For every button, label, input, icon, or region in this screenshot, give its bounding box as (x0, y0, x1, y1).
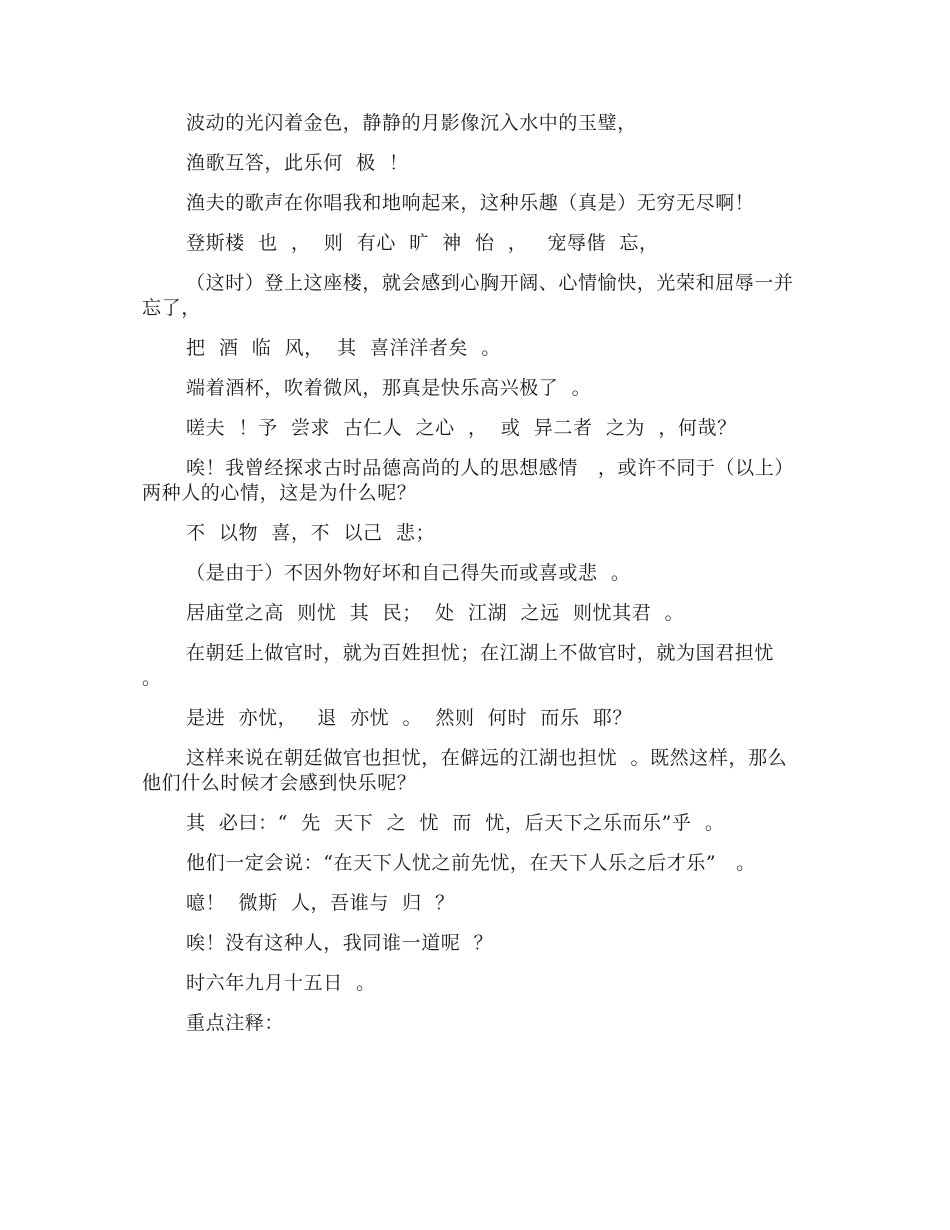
paragraph: 波动的光闪着金色，静静的月影像沉入水中的玉璧， (186, 112, 637, 134)
paragraph: 居庙堂之高 则忧 其 民； 处 江湖 之远 则忧其君 。 (186, 602, 685, 624)
paragraph: （这时）登上这座楼，就会感到心胸开阔、心情愉快，光荣和屈辱一并忘了， (142, 272, 794, 319)
paragraph: 这样来说在朝廷做官也担忧，在僻远的江湖也担忧 。既然这样，那么他们什么时候才会感到快乐呢？ (142, 747, 788, 794)
paragraph: 时六年九月十五日 。 (186, 972, 376, 994)
paragraph: 唉！没有这种人，我同谁一道呢 ？ (186, 932, 494, 954)
paragraph: 把 酒 临 风， 其 喜洋洋者矣 。 (186, 337, 501, 359)
paragraph: 登斯楼 也 ， 则 有心 旷 神 怡 ， 宠辱偕 忘， (186, 232, 659, 254)
paragraph: 唉！我曾经探求古时品德高尚的人的思想感情 ，或许不同于（以上）两种人的心情，这是为什么呢？ (142, 457, 794, 504)
document-body (142, 111, 802, 1051)
paragraph: 其 必曰：“ 先 天下 之 忧 而 忧，后天下之乐而乐”乎 。 (186, 812, 725, 834)
paragraph: 噫！ 微斯 人，吾谁与 归 ？ (186, 892, 455, 914)
paragraph: 不 以物 喜，不 以己 悲； (186, 522, 436, 544)
paragraph: （是由于）不因外物好坏和自己得失而或喜或悲 。 (186, 562, 631, 584)
paragraph: 渔夫的歌声在你唱我和地响起来，这种乐趣（真是）无穷无尽啊！ (186, 192, 755, 214)
paragraph: 他们一定会说：“在天下人忧之前先忧，在天下人乐之后才乐” 。 (186, 852, 756, 874)
paragraph: 嗟夫 ！予 尝求 古仁人 之心 ， 或 异二者 之为 ，何哉？ (186, 417, 737, 439)
paragraph: 在朝廷上做官时，就为百姓担忧；在江湖上不做官时，就为国君担忧 。 (142, 642, 788, 689)
paragraph: 是进 亦忧， 退 亦忧 。 然则 何时 而乐 耶？ (186, 707, 633, 729)
paragraph: 渔歌互答，此乐何 极 ！ (186, 152, 409, 174)
paragraph: 端着酒杯，吹着微风，那真是快乐高兴极了 。 (186, 377, 592, 399)
section-heading: 重点注释： (186, 1012, 285, 1034)
